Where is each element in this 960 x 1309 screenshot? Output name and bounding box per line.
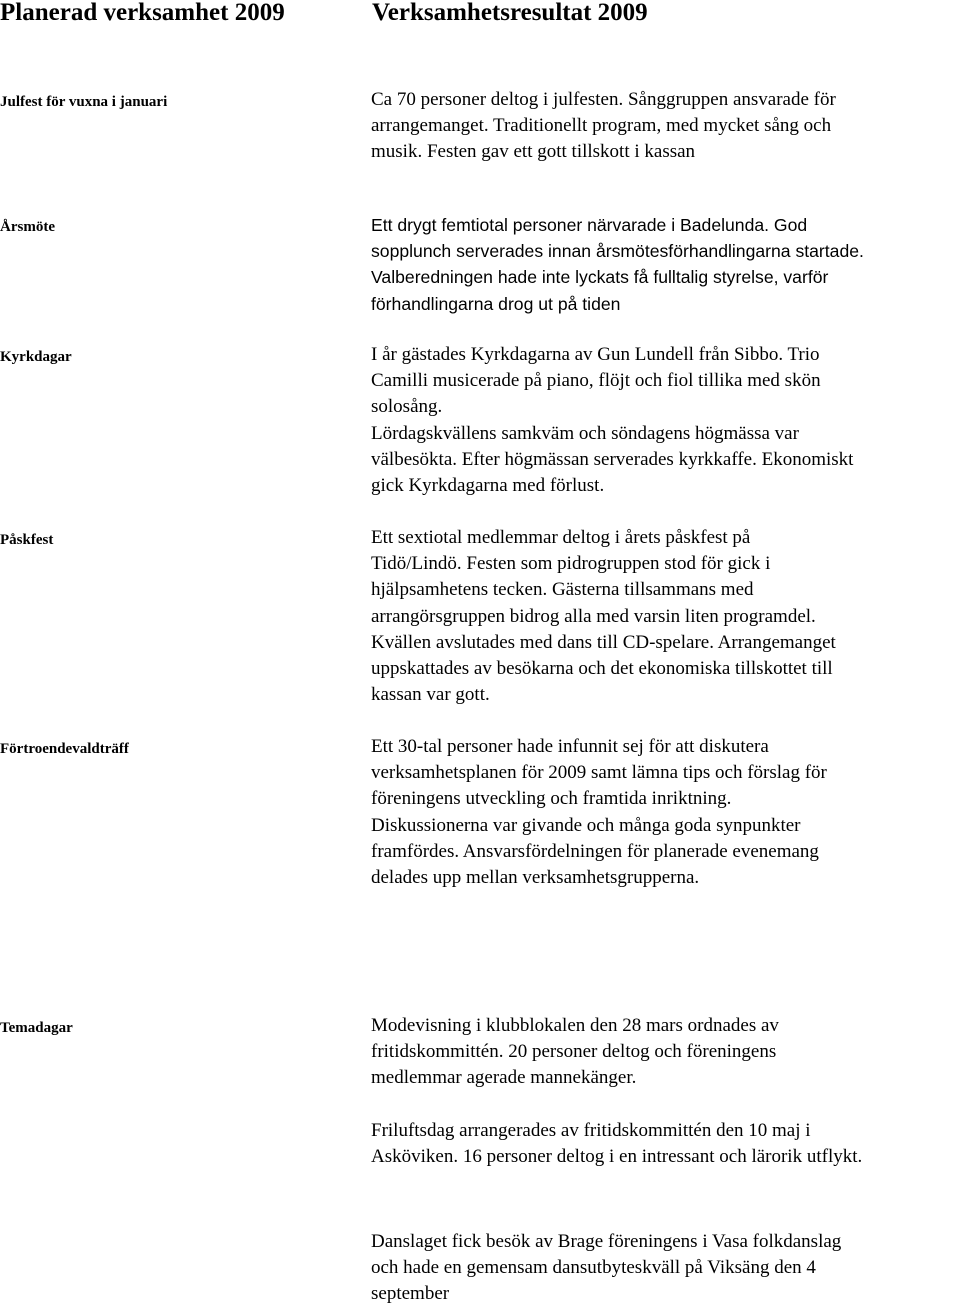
header-planned: Planerad verksamhet 2009	[0, 0, 285, 26]
activity-label-fortroendevaldtraff: Förtroendevaldträff	[0, 741, 129, 757]
result-text-arsmote: Ett drygt femtiotal personer närvarade i Badelunda. God sopplunch serverades innan årsmötesförhandlingarna startade. Valberedningen hade inte lyckats få fulltalig styrelse, varför förhandlingarna drog ut på tiden	[371, 215, 864, 314]
activity-label-paskfest: Påskfest	[0, 532, 54, 548]
header-results: Verksamhetsresultat 2009	[372, 0, 648, 26]
activity-label-arsmote: Årsmöte	[0, 219, 55, 235]
result-text-friluftsdag: Friluftsdag arrangerades av fritidskommittén den 10 maj i Asköviken. 16 personer deltog i en intressant och lärorik utflykt.	[371, 1120, 863, 1168]
result-text-temadagar: Modevisning i klubblokalen den 28 mars ordnades av fritidskommittén. 20 personer deltog och föreningens medlemmar agerade mannekänger.	[371, 1015, 779, 1089]
result-text-paskfest: Ett sextiotal medlemmar deltog i årets påskfest på Tidö/Lindö. Festen som pidrogruppen stod för gick i hjälpsamhetens tecken. Gästerna tillsammans med arrangörsgruppen bidrog alla med varsin liten programdel. Kvällen avslutades med dans till CD-spelare. Arrangemanget uppskattades av besökarna och det ekonomiska tillskottet till kassan var gott.	[371, 527, 836, 706]
activity-label-kyrkdagar: Kyrkdagar	[0, 349, 72, 365]
result-text-fortroendevaldtraff: Ett 30-tal personer hade infunnit sej för att diskutera verksamhetsplanen för 2009 samt lämna tips och förslag för föreningens utveckling och framtida inriktning. Diskussionerna var givande och många goda synpunkter framfördes. Ansvarsfördelningen för planerade evenemang delades upp mellan verksamhetsgrupperna.	[371, 736, 827, 889]
result-text-kyrkdagar: I år gästades Kyrkdagarna av Gun Lundell från Sibbo. Trio Camilli musicerade på piano, flöjt och fiol tillika med skön solosång. Lördagskvällens samkväm och söndagens högmässa var välbesökta. Efter högmässan serverades kyrkkaffe. Ekonomiskt gick Kyrkdagarna med förlust.	[371, 344, 854, 497]
result-text-julfest: Ca 70 personer deltog i julfesten. Sånggruppen ansvarade för arrangemanget. Traditionellt program, med mycket sång och musik. Festen gav ett gott tillskott i kassan	[371, 89, 836, 163]
activity-label-julfest: Julfest för vuxna i januari	[0, 94, 168, 110]
activity-label-temadagar: Temadagar	[0, 1020, 73, 1036]
result-text-danslaget: Danslaget fick besök av Brage föreningens i Vasa folkdanslag och hade en gemensam dansutbyteskväll på Viksäng den 4 september	[371, 1231, 842, 1305]
